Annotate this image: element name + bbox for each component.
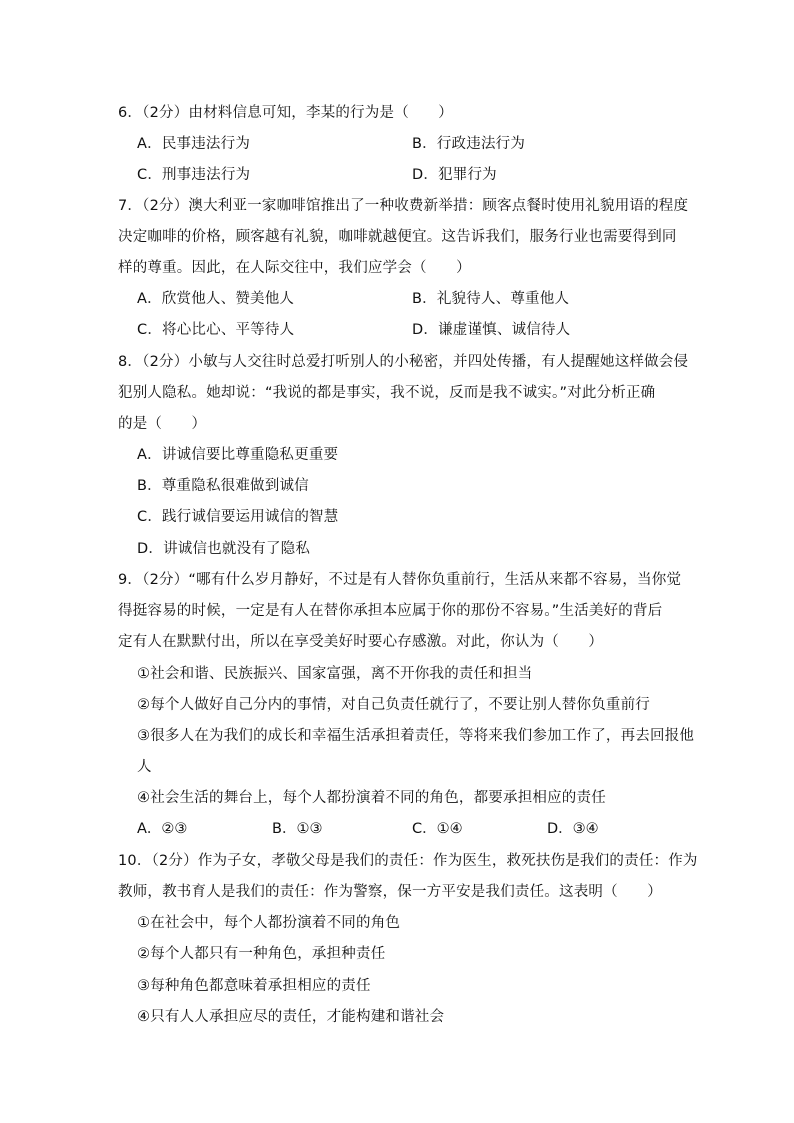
question-9-statement-2: ②每个人做好自己分内的事情，对自己负责任就行了，不要让别人替你负重前行 xyxy=(137,697,650,713)
question-9-statement-3: ③很多人在为我们的成长和幸福生活承担着责任，等将来我们参加工作了，再去回报他 xyxy=(137,728,695,744)
question-6-stem: 6．（2分）由材料信息可知，李某的行为是（ ） xyxy=(118,105,453,121)
question-9-statement-1: ①社会和谐、民族振兴、国家富强，离不开你我的责任和担当 xyxy=(137,666,533,682)
question-9-option-b: B．①③ xyxy=(272,821,323,837)
question-9-option-c: C．①④ xyxy=(412,821,463,837)
question-7-option-a: A．欣赏他人、赞美他人 xyxy=(137,291,295,307)
question-10-statement-3: ③每种角色都意味着承担相应的责任 xyxy=(137,978,371,994)
question-10-statement-4: ④只有人人承担应尽的责任，才能构建和谐社会 xyxy=(137,1009,445,1025)
question-8-option-d: D．讲诚信也就没有了隐私 xyxy=(137,541,311,557)
question-10-statement-1: ①在社会中，每个人都扮演着不同的角色 xyxy=(137,915,401,931)
question-6-option-c: C．刑事违法行为 xyxy=(137,167,251,183)
question-8-option-c: C．践行诚信要运用诚信的智慧 xyxy=(137,509,339,525)
question-7-option-b: B．礼貌待人、尊重他人 xyxy=(412,291,570,307)
question-9-stem-line-2: 得挺容易的时候，一定是有人在替你承担本应属于你的那份不容易。”生活美好的背后 xyxy=(118,603,663,619)
question-6-option-b: B．行政违法行为 xyxy=(412,136,526,152)
question-8-option-b: B．尊重隐私很难做到诚信 xyxy=(137,478,309,494)
question-7-option-d: D．谦虚谨慎、诚信待人 xyxy=(412,322,571,338)
question-8-stem-line-2: 犯别人隐私。她却说：“我说的都是事实，我不说，反而是我不诚实。”对此分析正确 xyxy=(118,385,656,401)
question-10-stem: 10．（2分）作为子女，孝敬父母是我们的责任：作为医生，救死扶伤是我们的责任：作为 xyxy=(118,853,698,869)
question-9-stem: 9．（2分）“哪有什么岁月静好，不过是有人替你负重前行，生活从来都不容易，当你觉 xyxy=(118,572,682,588)
question-9-option-a: A．②③ xyxy=(137,821,188,837)
question-9-statement-3-wrap: 人 xyxy=(137,759,152,775)
question-6-option-d: D．犯罪行为 xyxy=(412,167,497,183)
question-7-stem-line-2: 决定咖啡的价格，顾客越有礼貌，咖啡就越便宜。这告诉我们，服务行业也需要得到同 xyxy=(118,229,677,245)
question-9-option-d: D．③④ xyxy=(547,821,599,837)
question-8-option-a: A．讲诚信要比尊重隐私更重要 xyxy=(137,447,339,463)
question-7-stem-line-3: 样的尊重。因此，在人际交往中，我们应学会（ ） xyxy=(118,260,471,276)
question-7-stem: 7．（2分）澳大利亚一家咖啡馆推出了一种收费新举措：顾客点餐时使用礼貌用语的程度 xyxy=(118,198,689,214)
question-9-statement-4: ④社会生活的舞台上，每个人都扮演着不同的角色，都要承担相应的责任 xyxy=(137,790,606,806)
question-9-stem-line-3: 定有人在默默付出，所以在享受美好时要心存感激。对此，你认为（ ） xyxy=(118,634,604,650)
question-8-stem-line-3: 的是（ ） xyxy=(118,416,207,432)
question-6-option-a: A．民事违法行为 xyxy=(137,136,251,152)
question-10-stem-line-2: 教师，教书育人是我们的责任：作为警察，保一方平安是我们责任。这表明（ ） xyxy=(118,884,662,900)
question-10-statement-2: ②每个人都只有一种角色，承担种责任 xyxy=(137,946,386,962)
question-7-option-c: C．将心比心、平等待人 xyxy=(137,322,295,338)
question-8-stem: 8．（2分）小敏与人交往时总爱打听别人的小秘密，并四处传播，有人提醒她这样做会侵 xyxy=(118,354,689,370)
